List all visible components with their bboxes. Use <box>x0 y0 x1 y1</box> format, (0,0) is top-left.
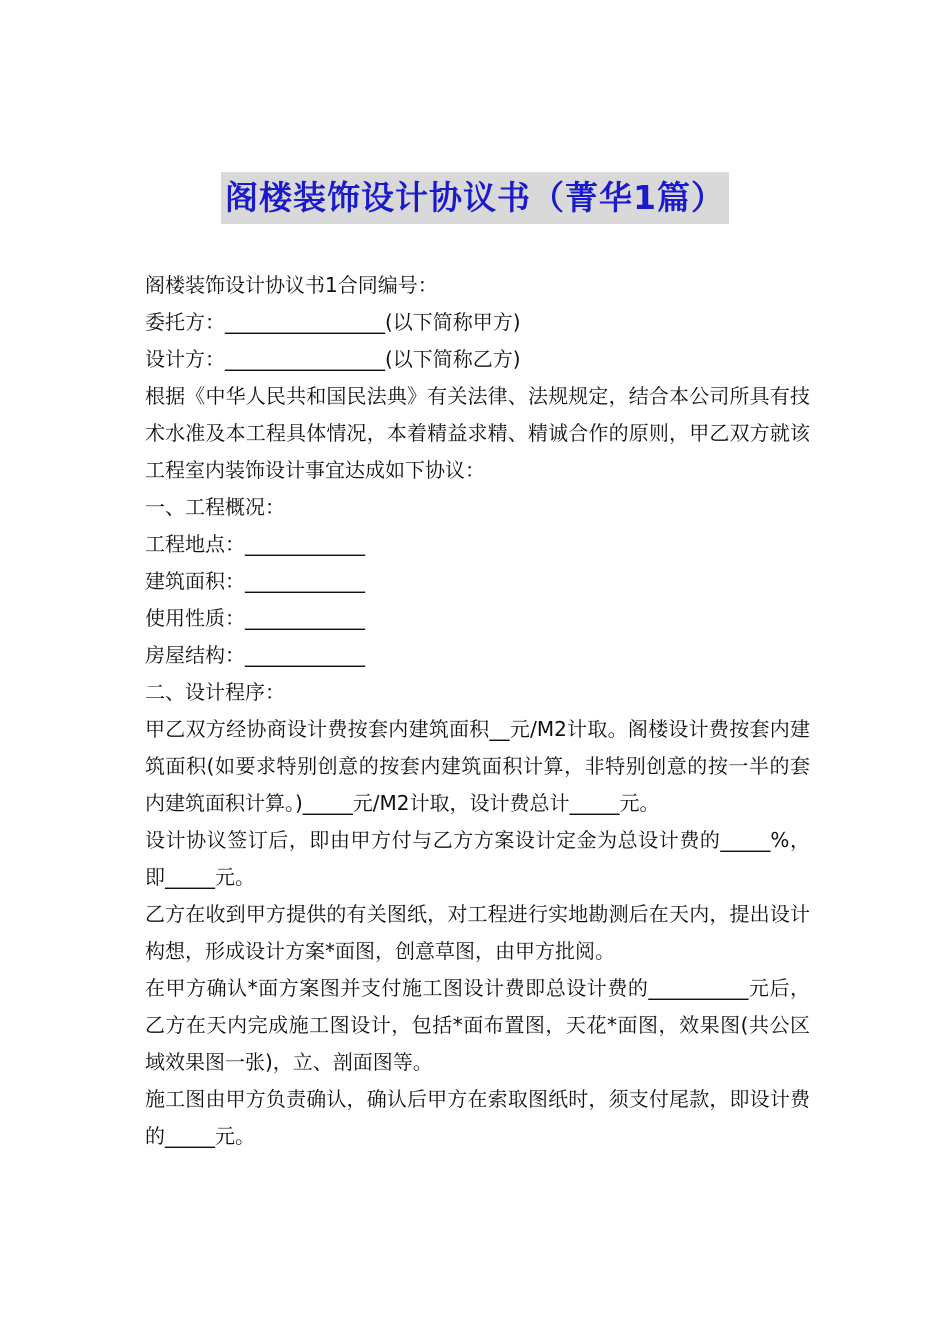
usage-type-line: 使用性质：____________ <box>145 606 365 630</box>
section-heading-procedure: 二、设计程序： <box>145 680 285 704</box>
document-title: 阁楼装饰设计协议书（菁华1篇） <box>221 172 729 224</box>
document-body <box>145 267 810 1155</box>
section-heading-overview: 一、工程概况： <box>145 495 285 519</box>
final-payment-paragraph: 施工图由甲方负责确认，确认后甲方在索取图纸时，须支付尾款，即设计费的_____元。 <box>145 1087 810 1148</box>
construction-drawing-paragraph: 在甲方确认*面方案图并支付施工图设计费即总设计费的__________元后，乙方在天内完成施工图设计，包括*面布置图，天花*面图，效果图(共公区域效果图一张)，立、剖面图等。 <box>145 976 810 1074</box>
design-fee-paragraph: 甲乙双方经协商设计费按套内建筑面积__元/M2计取。阁楼设计费按套内建筑面积(如要求特别创意的按套内建筑面积计算，非特别创意的按一半的套内建筑面积计算。)_____元/M2计取，设计费总计_____元。 <box>145 717 810 815</box>
preamble-paragraph: 根据《中华人民共和国民法典》有关法律、法规规定，结合本公司所具有技术水准及本工程具体情况，本着精益求精、精诚合作的原则，甲乙双方就该工程室内装饰设计事宜达成如下协议： <box>145 384 810 482</box>
contract-number-line: 阁楼装饰设计协议书1合同编号： <box>145 273 438 297</box>
project-location-line: 工程地点：____________ <box>145 532 365 556</box>
client-line: 委托方：________________(以下简称甲方) <box>145 310 521 334</box>
title-container <box>0 172 950 224</box>
building-structure-line: 房屋结构：____________ <box>145 643 365 667</box>
building-area-line: 建筑面积：____________ <box>145 569 365 593</box>
survey-paragraph: 乙方在收到甲方提供的有关图纸，对工程进行实地勘测后在天内，提出设计构想，形成设计方案*面图，创意草图，由甲方批阅。 <box>145 902 810 963</box>
deposit-paragraph: 设计协议签订后，即由甲方付与乙方方案设计定金为总设计费的_____%，即_____元。 <box>145 828 810 889</box>
designer-line: 设计方：________________(以下简称乙方) <box>145 347 521 371</box>
